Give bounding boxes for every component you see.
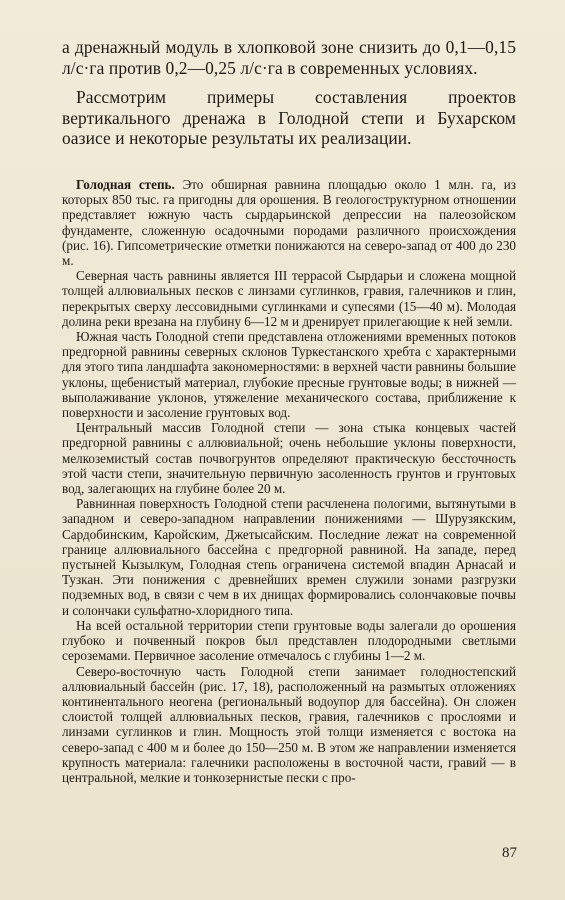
intro-paragraph-2 [62, 87, 516, 149]
intro-section [62, 37, 516, 149]
paragraph-7: Северо-восточную часть Голодной степи занимает голодностепский аллювиальный бассейн (рис. 17, 18), расположенный на размытых отложениях континентального неогена (региональный водоупор для бассейна). Он сложен слоистой толщей аллювиальных песков, гравия, галечников с прослоями и линзами суглинков и глин. Мощность этой толщи изменяется с востока на северо-запад с 400 м и более до 150—250 м. В этом же направлении изменяется крупность материала: галечники расположены в восточной части, гравий — в центральной, мелкие и тонкозернистые пески с про- [62, 663, 516, 785]
paragraph-golodnaya-step [62, 177, 516, 268]
intro-paragraph-1: а дренажный модуль в хлопковой зоне снизить до 0,1—0,15 л/с·га против 0,2—0,25 л/с·га в современных условиях. [62, 37, 516, 78]
paragraph-1-text: Это обширная равнина площадью около 1 млн. га, из которых 850 тыс. га пригодны для орошения. В геологоструктурном отношении представляет южную часть сырдарьинской депрессии на палеозойском фундаменте, сложенную осадочными породами различного происхождения (рис. 16). Гипсометрические отметки понижаются на северо-запад от 400 до 230 м. [62, 177, 516, 269]
paragraph-3: Южная часть Голодной степи представлена отложениями временных потоков предгорной равнины северных склонов Туркестанского хребта с характерными для этого типа ландшафта закономерностями: в верхней части равнины большие уклоны, щебенистый материал, глубокие пресные грунтовые воды; в нижней — выполаживание уклонов, утяжеление механического состава, приближение к поверхности и засоление грунтовых вод. [62, 329, 516, 421]
intro-paragraph-2-text: Рассмотрим примеры составления проектов вертикального дренажа в Голодной степи и Бухарском оазисе и некоторые результаты их реализации. [62, 87, 516, 148]
paragraph-4: Центральный массив Голодной степи — зона стыка концевых частей предгорной равнины с аллювиальной; очень небольшие уклоны поверхности, мелкоземистый состав почвогрунтов определяют практическую бессточность этой части степи, значительную первичную засоленность грунтов и грунтовых вод, залегающих на глубине более 20 м. [62, 420, 516, 497]
paragraph-6: На всей остальной территории степи грунтовые воды залегали до орошения глубоко и почвенный покров был представлен плодородными светлыми сероземами. Первичное засоление отмечалось с глубины 1—2 м. [62, 617, 516, 664]
paragraph-2: Северная часть равнины является III террасой Сырдарьи и сложена мощной толщей аллювиальных песков с линзами суглинков, гравия, галечников и глин, перекрытых сверху лессовидными суглинками и супесями (15—40 м). Молодая долина реки врезана на глубину 6—12 м и дренирует прилегающие к ней земли. [62, 268, 516, 329]
page-number: 87 [502, 845, 517, 861]
section-lead-heading: Голодная степь. [76, 177, 175, 192]
main-text [62, 177, 516, 785]
paragraph-5: Равнинная поверхность Голодной степи расчленена пологими, вытянутыми в западном и северо-западном направлении понижениями — Шурузякским, Сардобинским, Каройским, Джетысайским. Последние лежат на современной границе аллювиального бассейна с предгорной равниной. На западе, перед пустыней Кызылкум, Голодная степь ограничена системой впадин Арнасай и Тузкан. Эти понижения с древнейших времен служили зонами разгрузки подземных вод, в связи с чем в их днищах формировались солончаковые почвы и солончаки сульфатно-хлоридного типа. [62, 496, 516, 618]
